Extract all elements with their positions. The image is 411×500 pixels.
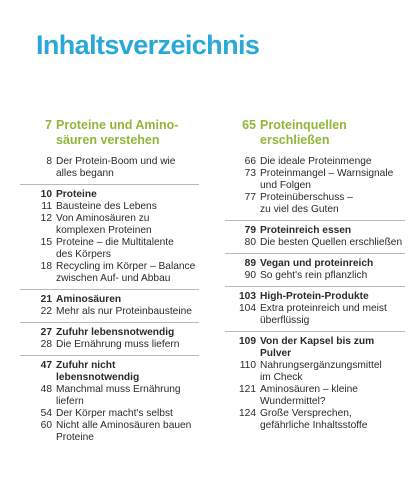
page-title: Inhaltsverzeichnis (36, 30, 260, 60)
toc-entry-title: Große Versprechen, gefährliche Inhaltsstoffe (260, 408, 368, 431)
toc-divider (20, 355, 199, 356)
toc-page-number: 8 (46, 156, 52, 167)
toc-entry (205, 270, 411, 282)
toc-section-heading (205, 118, 411, 148)
toc-page-number: 121 (239, 384, 256, 395)
toc-entry (0, 408, 205, 420)
toc-entry-title: Bausteine des Lebens (56, 201, 157, 212)
toc-entry (0, 384, 205, 408)
toc-chapter-title: Von der Kapsel bis zum Pulver (260, 336, 375, 359)
toc-entry-title: Die ideale Proteinmenge (260, 156, 372, 167)
toc-page-number: 22 (40, 306, 52, 317)
toc-section-title: Proteine und Amino- säuren verstehen (56, 118, 179, 147)
toc-entry-title: Der Körper macht's selbst (56, 408, 173, 419)
toc-chapter (0, 189, 205, 201)
toc-divider (225, 253, 405, 254)
toc-divider (20, 184, 199, 185)
toc-section-title: Proteinquellen erschließen (260, 118, 347, 147)
toc-entry-title: So geht's rein pflanzlich (260, 270, 368, 281)
toc-page-number: 54 (40, 408, 52, 419)
toc-entry-title: Nahrungsergänzungsmittel im Check (260, 360, 382, 383)
toc-divider (225, 286, 405, 287)
toc-entry (0, 306, 205, 318)
toc-chapter-title: Proteinreich essen (260, 225, 352, 236)
toc-entry (205, 237, 411, 249)
toc-divider (225, 331, 405, 332)
toc-entry (205, 408, 411, 432)
toc-page-number: 48 (40, 384, 52, 395)
toc-entry-title: Die Ernährung muss liefern (56, 339, 180, 350)
toc-chapter (0, 360, 205, 384)
toc-page-number: 10 (40, 189, 52, 200)
toc-chapter (205, 225, 411, 237)
toc-chapter (205, 291, 411, 303)
toc-page-number: 89 (244, 258, 256, 269)
toc-entry-title: Proteinmangel – Warnsignale und Folgen (260, 168, 394, 191)
toc-page-number: 65 (242, 118, 256, 132)
toc-entry-title: Proteinüberschuss – zu viel des Guten (260, 192, 353, 215)
toc-entry (205, 360, 411, 384)
toc-page-number: 60 (40, 420, 52, 431)
toc-section-heading (0, 118, 205, 148)
toc-entry-title: Von Aminosäuren zu komplexen Proteinen (56, 213, 152, 236)
toc-page-number: 12 (40, 213, 52, 224)
toc-chapter (0, 294, 205, 306)
toc-chapter-title: High-Protein-Produkte (260, 291, 369, 302)
toc-entry (205, 156, 411, 168)
toc-entry (205, 168, 411, 192)
toc-chapter-title: Proteine (56, 189, 97, 200)
toc-entry (205, 303, 411, 327)
toc-page-number: 124 (239, 408, 256, 419)
toc-page-number: 103 (239, 291, 256, 302)
toc-page-number: 15 (40, 237, 52, 248)
toc-chapter-title: Zufuhr lebensnotwendig (56, 327, 175, 338)
toc-entry (0, 339, 205, 351)
toc-page-number: 7 (45, 118, 52, 132)
toc-entry-title: Recycling im Körper – Balance zwischen Auf- und Abbau (56, 261, 196, 284)
toc-page-number: 47 (40, 360, 52, 371)
toc-entry (0, 213, 205, 237)
toc-divider (20, 289, 199, 290)
toc-page-number: 110 (239, 360, 256, 371)
toc-chapter (205, 336, 411, 360)
toc-right-column (205, 118, 411, 432)
toc-page-number: 80 (244, 237, 256, 248)
toc-page-number: 27 (40, 327, 52, 338)
toc-page-number: 73 (244, 168, 256, 179)
toc-entry-title: Proteine – die Multitalente des Körpers (56, 237, 174, 260)
toc-entry-title: Die besten Quellen erschließen (260, 237, 403, 248)
toc-page-number: 21 (40, 294, 52, 305)
toc-entry-title: Manchmal muss Ernährung liefern (56, 384, 181, 407)
toc-entry (0, 201, 205, 213)
toc-entry (0, 156, 205, 180)
toc-entry-title: Der Protein-Boom und wie alles begann (56, 156, 176, 179)
toc-chapter-title: Aminosäuren (56, 294, 122, 305)
toc-entry-title: Aminosäuren – kleine Wundermittel? (260, 384, 358, 407)
toc-page-number: 109 (239, 336, 256, 347)
toc-page-number: 18 (40, 261, 52, 272)
toc-chapter-title: Vegan und proteinreich (260, 258, 374, 269)
toc-entry (0, 237, 205, 261)
toc-page-number: 77 (244, 192, 256, 203)
toc-page-number: 90 (244, 270, 256, 281)
toc-entry-title: Extra proteinreich und meist überflüssig (260, 303, 387, 326)
toc-divider (20, 322, 199, 323)
toc-page-number: 11 (41, 201, 52, 212)
toc-entry (205, 384, 411, 408)
toc-page-number: 79 (244, 225, 256, 236)
toc-chapter (205, 258, 411, 270)
toc-chapter-title: Zufuhr nicht lebensnotwendig (56, 360, 140, 383)
toc-entry (0, 420, 205, 444)
toc-entry-title: Mehr als nur Proteinbausteine (56, 306, 192, 317)
toc-page-number: 66 (244, 156, 256, 167)
toc-chapter (0, 327, 205, 339)
toc-divider (225, 220, 405, 221)
toc-entry (205, 192, 411, 216)
toc-entry-title: Nicht alle Aminosäuren bauen Proteine (56, 420, 192, 443)
toc-left-column (0, 118, 205, 444)
toc-entry (0, 261, 205, 285)
toc-page-number: 28 (40, 339, 52, 350)
toc-page-number: 104 (239, 303, 256, 314)
